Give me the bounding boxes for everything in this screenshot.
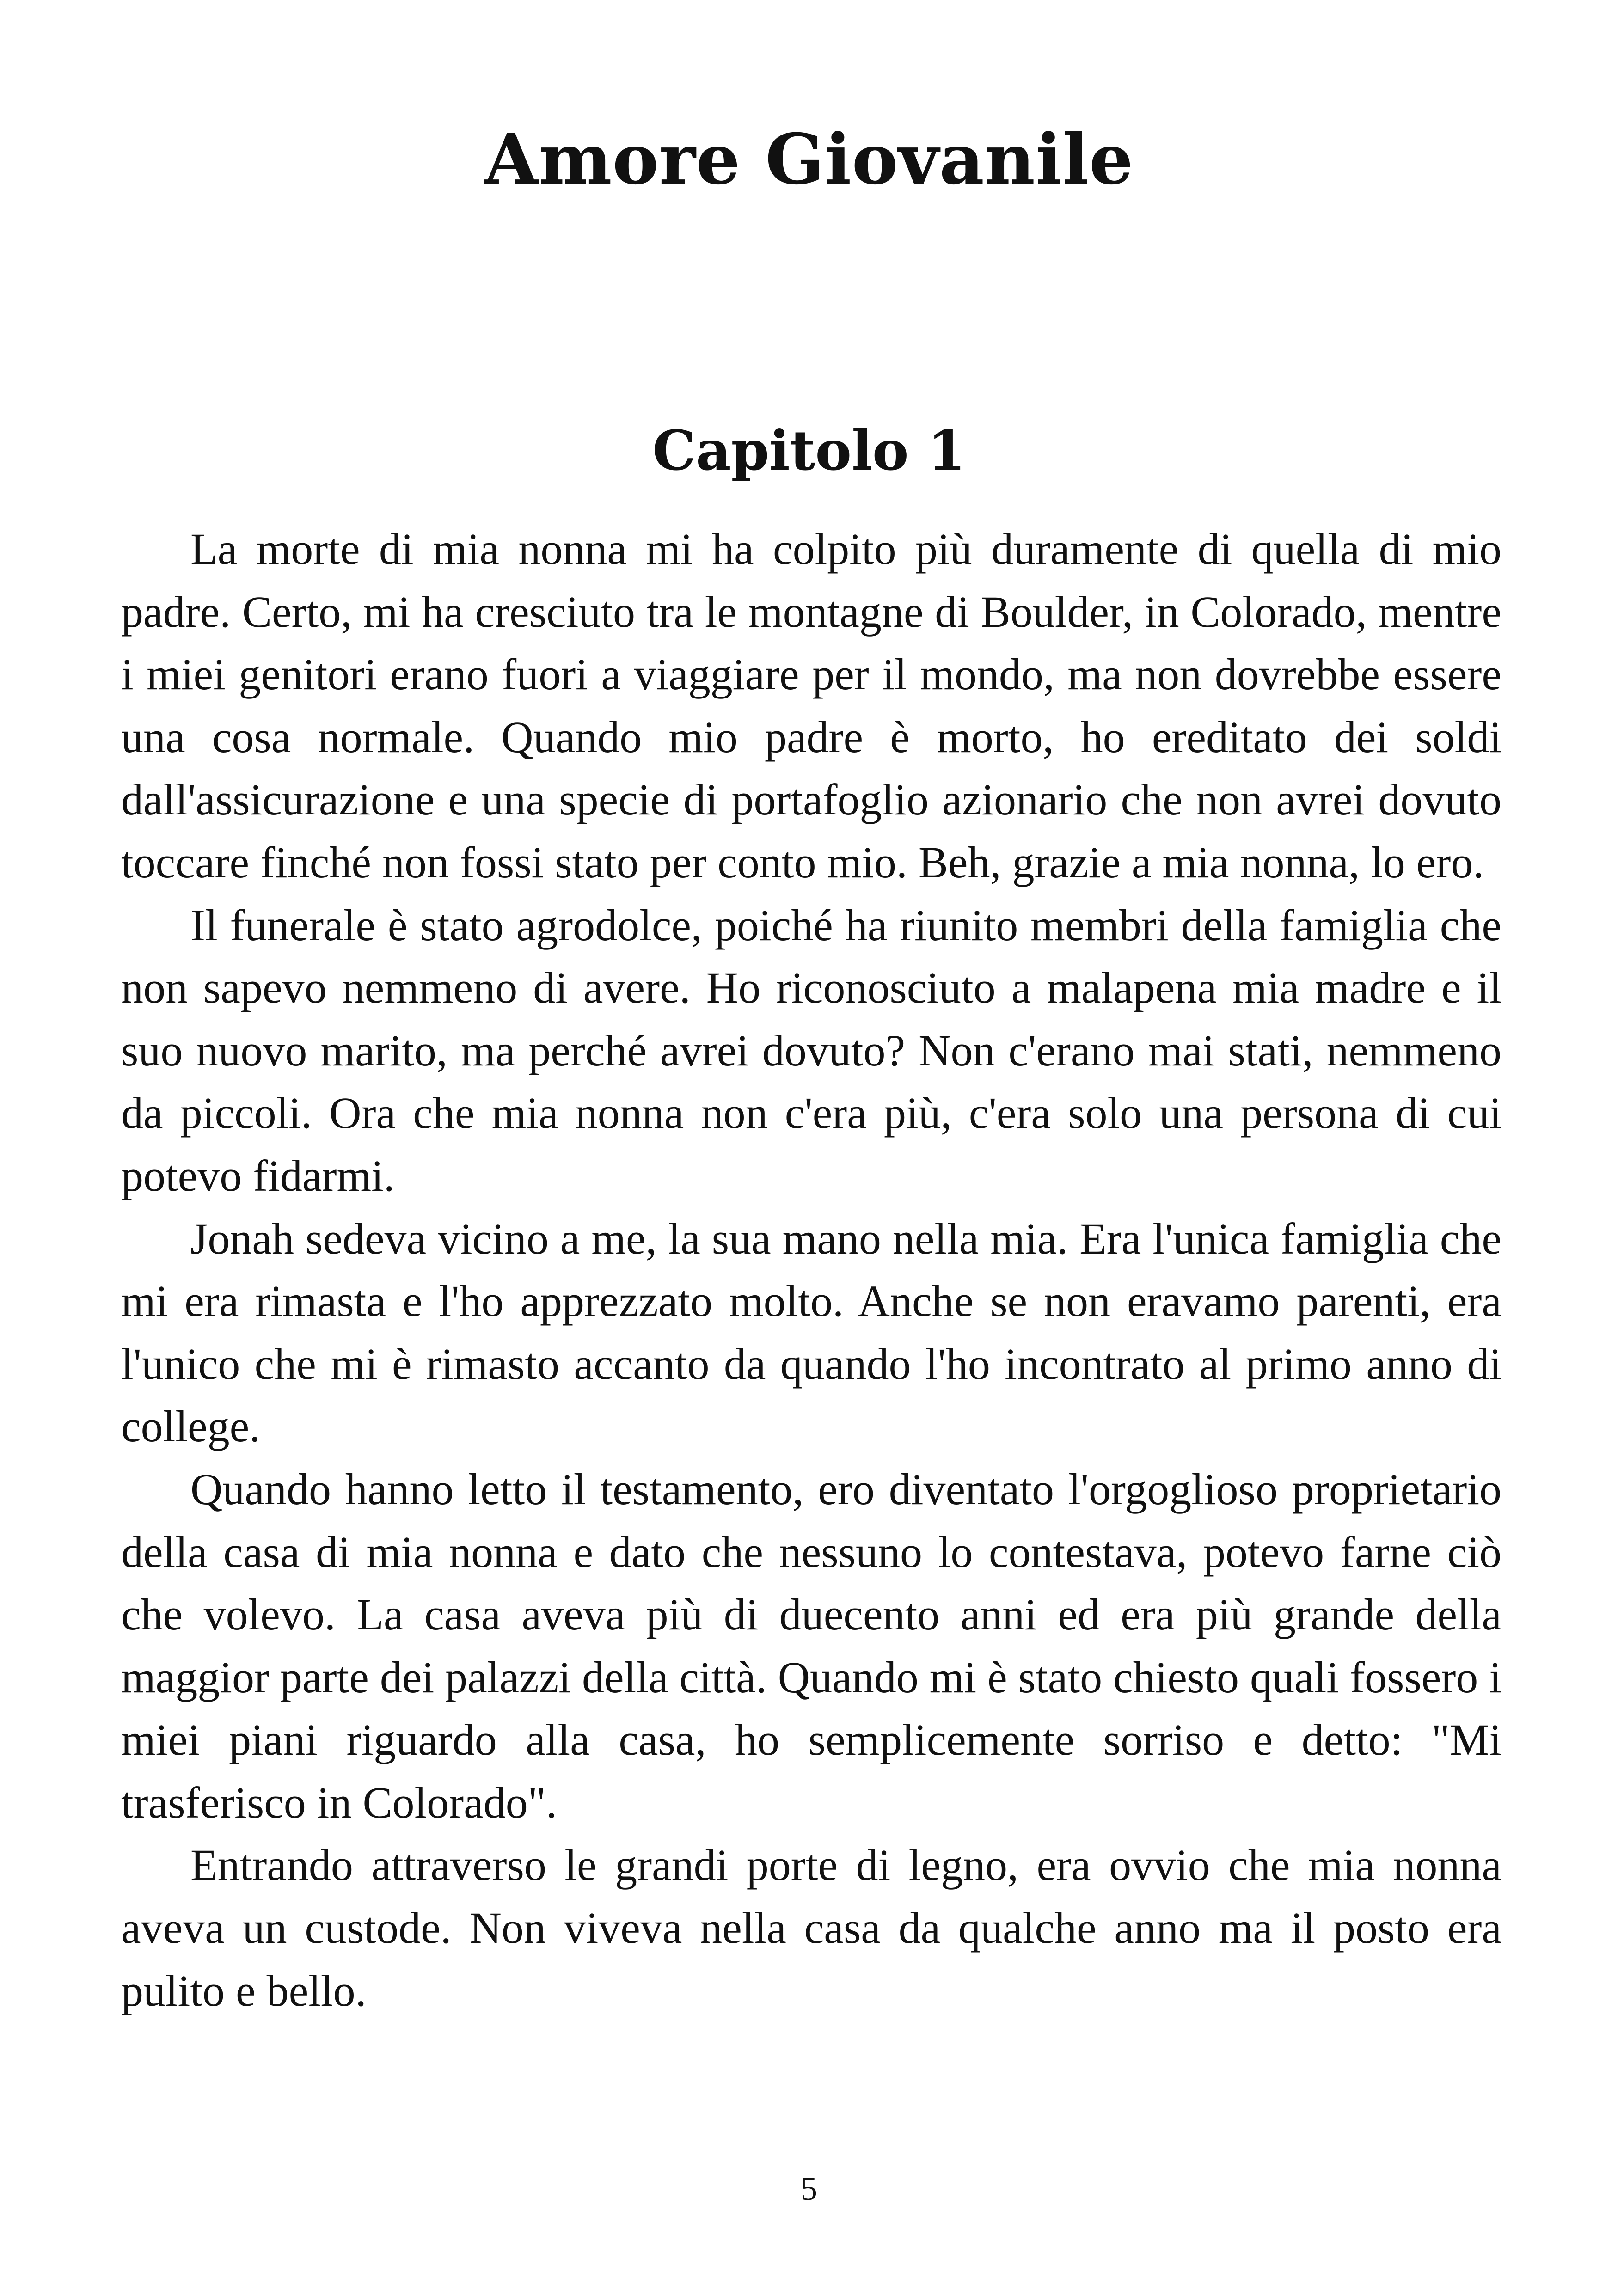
paragraph: Quando hanno letto il testamento, ero diventato l'orgoglioso proprietario della casa di mia nonna e dato che nessuno lo contestava, potevo farne ciò che volevo. La casa aveva più di duecento anni ed era più grande della maggior parte dei palazzi della città. Quando mi è stato chiesto quali fossero i miei piani riguardo alla casa, ho semplicemente sorriso e detto: "Mi trasferisco in Colorado". (121, 1464, 1502, 1827)
page-number: 5 (801, 2170, 817, 2207)
chapter-title: Capitolo 1 (652, 418, 966, 483)
book-title: Amore Giovanile (484, 119, 1134, 200)
chapter-body (121, 518, 1502, 2022)
paragraph: Entrando attraverso le grandi porte di legno, era ovvio che mia nonna aveva un custode. Non viveva nella casa da qualche anno ma il posto era pulito e bello. (121, 1840, 1502, 2015)
paragraph: La morte di mia nonna mi ha colpito più duramente di quella di mio padre. Certo, mi ha cresciuto tra le montagne di Boulder, in Colorado, mentre i miei genitori erano fuori a viaggiare per il mondo, ma non dovrebbe essere una cosa normale. Quando mio padre è morto, ho ereditato dei soldi dall'assicurazione e una specie di portafoglio azionario che non avrei dovuto toccare finché non fossi stato per conto mio. Beh, grazie a mia nonna, lo ero. (121, 524, 1502, 887)
paragraph: Jonah sedeva vicino a me, la sua mano nella mia. Era l'unica famiglia che mi era rimasta e l'ho apprezzato molto. Anche se non eravamo parenti, era l'unico che mi è rimasto accanto da quando l'ho incontrato al primo anno di college. (121, 1213, 1502, 1451)
paragraph: Il funerale è stato agrodolce, poiché ha riunito membri della famiglia che non sapevo nemmeno di avere. Ho riconosciuto a malapena mia madre e il suo nuovo marito, ma perché avrei dovuto? Non c'erano mai stati, nemmeno da piccoli. Ora che mia nonna non c'era più, c'era solo una persona di cui potevo fidarmi. (121, 900, 1502, 1200)
